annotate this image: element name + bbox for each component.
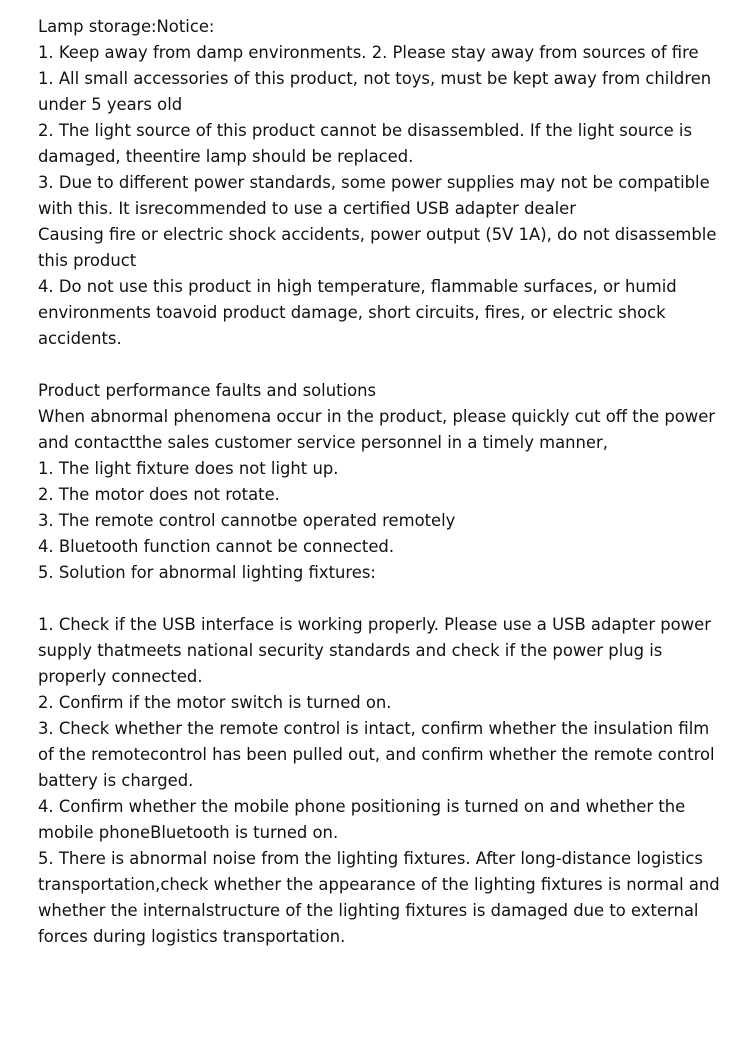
fault-item: 5. Solution for abnormal lighting fixtures: xyxy=(38,563,376,582)
faults-section xyxy=(38,378,728,586)
fault-item: 3. The remote control cannotbe operated remotely xyxy=(38,511,456,530)
fault-item: 1. The light fixture does not light up. xyxy=(38,459,339,478)
storage-item: 3. Due to different power standards, some power supplies may not be compatible with this. It isrecommended to use a certified USB adapter dealer xyxy=(38,173,710,218)
section-spacer xyxy=(38,586,728,612)
fault-item: 4. Bluetooth function cannot be connected. xyxy=(38,537,395,556)
faults-heading: Product performance faults and solutions xyxy=(38,381,377,400)
storage-item: 1. All small accessories of this product, not toys, must be kept away from children under 5 years old xyxy=(38,69,712,114)
storage-item: 4. Do not use this product in high temperature, flammable surfaces, or humid environments toavoid product damage, short circuits, fires, or electric shock accidents. xyxy=(38,277,677,348)
solution-item: 4. Confirm whether the mobile phone positioning is turned on and whether the mobile phoneBluetooth is turned on. xyxy=(38,797,686,842)
faults-intro: When abnormal phenomena occur in the product, please quickly cut off the power and contactthe sales customer service personnel in a timely manner, xyxy=(38,407,716,452)
instructions-document xyxy=(38,14,728,950)
storage-item: Causing fire or electric shock accidents, power output (5V 1A), do not disassemble this product xyxy=(38,225,717,270)
solution-item: 5. There is abnormal noise from the lighting fixtures. After long-distance logistics transportation,check whether the appearance of the lighting fixtures is normal and whether the internalstructure of the lighting fixtures is damaged due to external forces during logistics transportation. xyxy=(38,849,720,946)
solution-item: 2. Confirm if the motor switch is turned on. xyxy=(38,693,392,712)
solution-item: 3. Check whether the remote control is intact, confirm whether the insulation film of the remotecontrol has been pulled out, and confirm whether the remote control battery is charged. xyxy=(38,719,715,790)
fault-item: 2. The motor does not rotate. xyxy=(38,485,280,504)
storage-item: 2. The light source of this product cannot be disassembled. If the light source is damaged, theentire lamp should be replaced. xyxy=(38,121,693,166)
lamp-storage-section xyxy=(38,14,728,352)
solutions-section xyxy=(38,612,728,950)
solution-item: 1. Check if the USB interface is working properly. Please use a USB adapter power supply thatmeets national security standards and check if the power plug is properly connected. xyxy=(38,615,711,686)
lamp-storage-heading: Lamp storage:Notice: xyxy=(38,17,215,36)
section-spacer xyxy=(38,352,728,378)
keep-away-line: 1. Keep away from damp environments. 2. Please stay away from sources of fire xyxy=(38,43,699,62)
